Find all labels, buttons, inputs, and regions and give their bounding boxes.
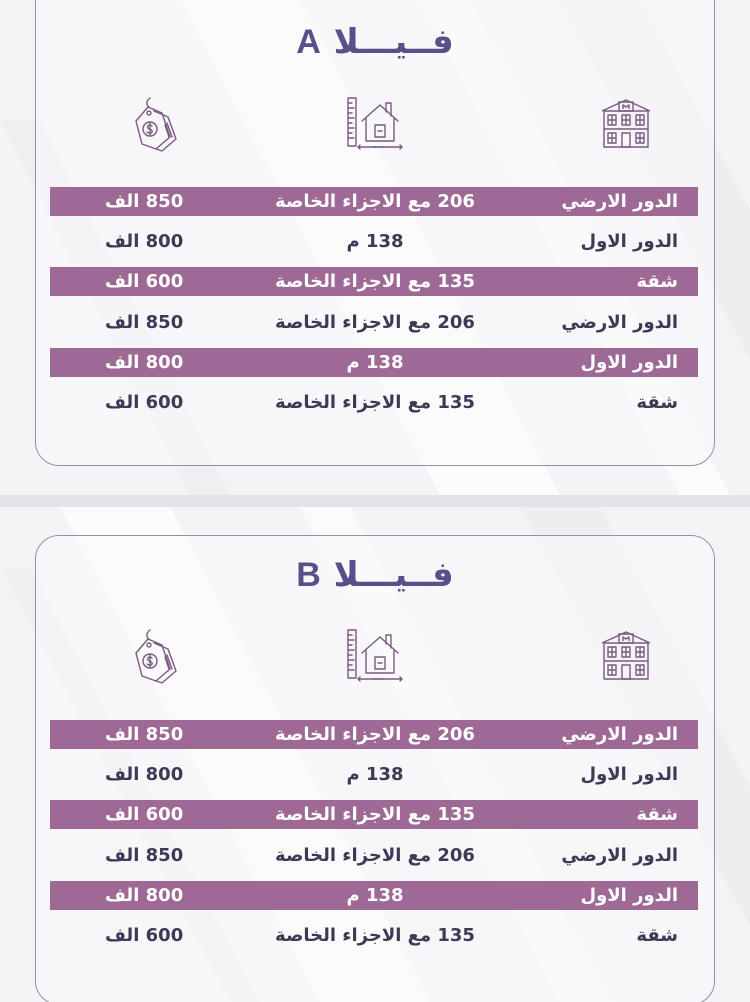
price-cell: 850 الف <box>105 844 184 866</box>
villa-b-title-word: فــيـــلا <box>333 555 454 595</box>
area-cell: 138 م <box>346 884 404 906</box>
table-row <box>50 348 698 377</box>
floor-cell: شقة <box>636 271 678 293</box>
price-cell: 600 الف <box>105 804 184 826</box>
villa-a-title <box>0 22 750 62</box>
floor-cell: الدور الاول <box>580 764 678 786</box>
area-cell: 135 مع الاجزاء الخاصة <box>275 391 475 413</box>
table-row <box>50 800 698 829</box>
table-row <box>50 388 698 417</box>
price-cell: 800 الف <box>105 231 184 253</box>
price-tag-icon <box>122 627 180 689</box>
area-cell: 135 مع الاجزاء الخاصة <box>275 924 475 946</box>
price-cell: 800 الف <box>105 764 184 786</box>
villa-a-table <box>50 187 698 428</box>
table-row <box>50 921 698 950</box>
villa-b-title <box>0 555 750 595</box>
villa-b-table <box>50 720 698 961</box>
table-row <box>50 841 698 870</box>
building-icon <box>597 97 655 155</box>
price-cell: 800 الف <box>105 351 184 373</box>
area-cell: 206 مع الاجزاء الخاصة <box>275 724 475 745</box>
building-icon <box>597 629 655 687</box>
area-cell: 138 م <box>346 351 404 373</box>
floor-cell: شقة <box>636 804 678 826</box>
table-row <box>50 267 698 296</box>
price-cell: 850 الف <box>105 191 184 212</box>
floor-cell: الدور الاول <box>580 884 678 906</box>
villa-a-title-letter: A <box>296 23 322 61</box>
table-row <box>50 720 698 749</box>
price-tag-icon <box>122 95 180 157</box>
villa-a-panel <box>0 0 750 495</box>
table-row <box>50 187 698 216</box>
table-row <box>50 881 698 910</box>
villa-a-title-word: فــيـــلا <box>333 22 454 62</box>
area-cell: 138 م <box>346 231 404 253</box>
area-cell: 206 مع الاجزاء الخاصة <box>275 311 475 333</box>
floor-cell: الدور الاول <box>580 231 678 253</box>
price-cell: 600 الف <box>105 924 184 946</box>
area-cell: 206 مع الاجزاء الخاصة <box>275 844 475 866</box>
house-area-icon <box>344 627 406 689</box>
area-cell: 135 مع الاجزاء الخاصة <box>275 271 475 293</box>
floor-cell: الدور الارضي <box>561 724 678 745</box>
table-row <box>50 760 698 789</box>
floor-cell: شقة <box>636 391 678 413</box>
floor-cell: شقة <box>636 924 678 946</box>
price-cell: 600 الف <box>105 391 184 413</box>
price-cell: 600 الف <box>105 271 184 293</box>
price-cell: 800 الف <box>105 884 184 906</box>
floor-cell: الدور الارضي <box>561 191 678 212</box>
table-row <box>50 227 698 256</box>
villa-b-title-letter: B <box>296 556 322 594</box>
house-area-icon <box>344 95 406 157</box>
floor-cell: الدور الارضي <box>561 311 678 333</box>
table-row <box>50 308 698 337</box>
price-cell: 850 الف <box>105 724 184 745</box>
price-cell: 850 الف <box>105 311 184 333</box>
floor-cell: الدور الارضي <box>561 844 678 866</box>
area-cell: 135 مع الاجزاء الخاصة <box>275 804 475 826</box>
floor-cell: الدور الاول <box>580 351 678 373</box>
area-cell: 206 مع الاجزاء الخاصة <box>275 191 475 212</box>
area-cell: 138 م <box>346 764 404 786</box>
